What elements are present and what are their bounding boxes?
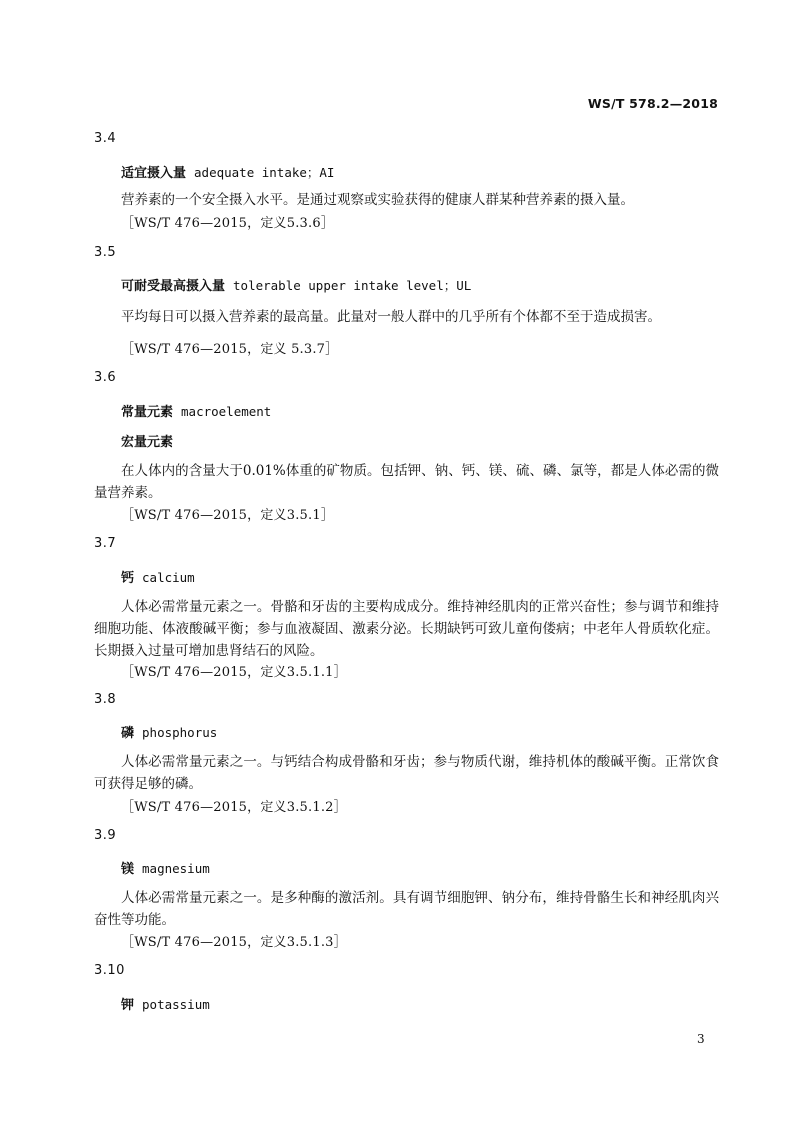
term-heading [121,858,210,877]
term-heading [121,275,471,294]
term-chinese: 适宜摄入量 [121,166,187,181]
clause-number: 3.7 [94,536,117,551]
clause-number: 3.10 [94,963,125,978]
term-english: adequate intake；AI [194,165,335,180]
term-english: macroelement [181,404,272,419]
term-definition: 营养素的一个安全摄入水平。是通过观察或实验获得的健康人群某种营养素的摄入量。 [121,192,634,208]
term-chinese: 常量元素 [121,405,174,420]
term-chinese: 钙 [121,571,135,586]
term-definition: 在人体内的含量大于0.01%体重的矿物质。包括钾、钠、钙、镁、硫、磷、氯等，都是人体必需的微量营养素。 [94,463,719,501]
source-reference: ［WS/T 476—2015，定义3.5.1］ [121,508,335,523]
source-reference: ［WS/T 476—2015，定义3.5.1.1］ [121,665,347,680]
source-reference: ［WS/T 476—2015，定义3.5.1.2］ [121,800,347,815]
clause-number: 3.5 [94,245,117,260]
source-reference: ［WS/T 476—2015，定义 5.3.7］ [121,342,339,357]
term-chinese: 镁 [121,862,135,877]
term-heading [121,994,210,1013]
term-definition: 人体必需常量元素之一。与钙结合构成骨骼和牙齿；参与物质代谢，维持机体的酸碱平衡。正常饮食可获得足够的磷。 [94,754,719,792]
term-english: calcium [142,570,195,585]
term-definition: 平均每日可以摄入营养素的最高量。此量对一般人群中的几乎所有个体都不至于造成损害。 [121,309,661,325]
term-english: tolerable upper intake level；UL [233,278,472,293]
standard-code-header: WS/T 578.2—2018 [587,96,718,111]
term-definition: 人体必需常量元素之一。骨骼和牙齿的主要构成成分。维持神经肌肉的正常兴奋性；参与调节和维持细胞功能、体液酸碱平衡；参与血液凝固、激素分泌。长期缺钙可致儿童佝偻病；中老年人骨质软化症。长期摄入过量可增加患肾结石的风险。 [94,599,719,659]
term-english: phosphorus [142,725,218,740]
term-heading [121,162,334,181]
term-chinese: 钾 [121,998,135,1013]
clause-number: 3.6 [94,370,117,385]
page-number: 3 [697,1032,705,1046]
term-heading [121,567,195,586]
source-reference: ［WS/T 476—2015，定义3.5.1.3］ [121,935,347,950]
clause-number: 3.8 [94,692,117,707]
clause-number: 3.4 [94,131,117,146]
term-chinese: 可耐受最高摄入量 [121,279,226,294]
clause-number: 3.9 [94,828,117,843]
term-definition: 人体必需常量元素之一。是多种酶的激活剂。具有调节细胞钾、钠分布，维持骨骼生长和神经肌肉兴奋性等功能。 [94,890,719,928]
term-heading [121,722,217,741]
term-synonym: 宏量元素 [121,435,174,450]
term-english: potassium [142,997,210,1012]
term-english: magnesium [142,861,210,876]
term-chinese: 磷 [121,726,135,741]
term-heading [121,401,271,420]
source-reference: ［WS/T 476—2015，定义5.3.6］ [121,216,335,231]
